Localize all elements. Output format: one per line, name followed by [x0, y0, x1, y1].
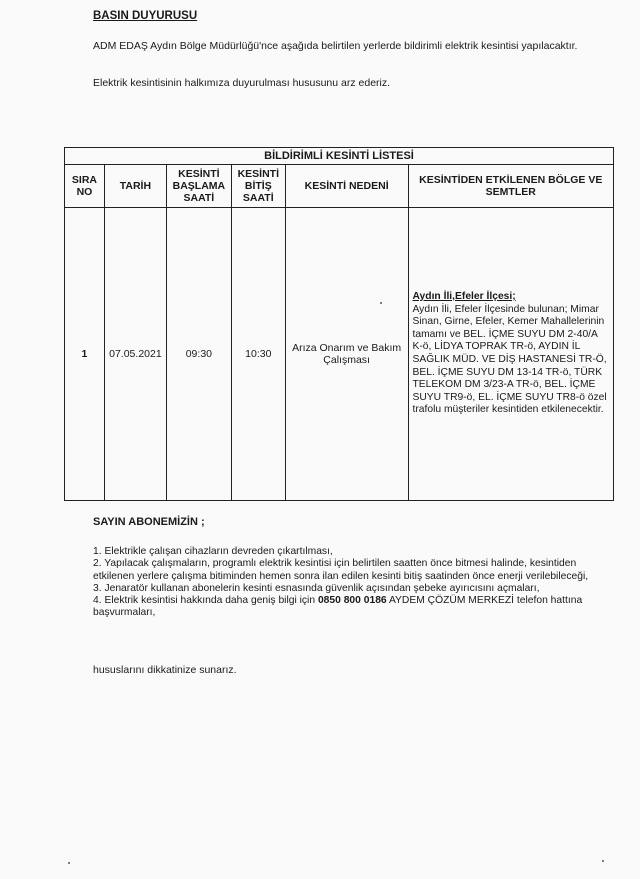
cell-kesinti-nedeni: Arıza Onarım ve Bakım Çalışması: [285, 208, 408, 501]
closing-line: hususlarını dikkatinize sunarız.: [93, 664, 237, 676]
list-item: 3. Jenaratör kullanan abonelerin kesinti esnasında güvenlik açısından şebeke ayırıcısını açmaları,: [93, 582, 540, 594]
note4-suffix: AYDEM ÇÖZÜM MERKEZİ telefon hattına başvurmaları,: [93, 595, 583, 619]
document-heading: BASIN DUYURUSU: [93, 10, 198, 22]
header-kesinti-nedeni: KESİNTİ NEDENİ: [285, 165, 408, 208]
note4-prefix: 4. Elektrik kesintisi hakkında daha geniş bilgi için: [93, 595, 318, 607]
header-baslama-saati: KESİNTİ BAŞLAMA SAATİ: [166, 165, 231, 208]
header-sira-no: SIRA NO: [65, 165, 105, 208]
support-phone-number: 0850 800 0186: [317, 595, 387, 607]
cell-tarih: 07.05.2021: [104, 208, 166, 501]
scan-speck: [602, 860, 604, 862]
subscriber-title: SAYIN ABONEMİZİN ;: [93, 516, 205, 528]
header-etkilenen-bolge: KESİNTİDEN ETKİLENEN BÖLGE VE SEMTLER: [408, 165, 614, 208]
list-item: 2. Yapılacak çalışmaların, programlı elektrik kesintisi için belirtilen saatten önce bitmesi halinde, kesintiden etkilenen yerlere çalışma bitiminden hemen sonra ilan edilen kesinti bitiş saatinden önce enerji verilebileceği,: [93, 558, 589, 582]
list-item: [93, 595, 615, 620]
cell-sira-no: 1: [65, 208, 105, 501]
outage-table: [64, 147, 614, 501]
table-row: [65, 208, 614, 501]
cell-etkilenen-bolge: [408, 208, 614, 501]
header-tarih: TARİH: [104, 165, 166, 208]
scan-speck: [380, 302, 382, 304]
header-bitis-saati: KESİNTİ BİTİŞ SAATİ: [231, 165, 285, 208]
intro-closing-paragraph: Elektrik kesintisinin halkımıza duyurulması hususunu arz ederiz.: [93, 77, 391, 89]
notes-list: [93, 546, 615, 620]
region-title: Aydın İli,Efeler İlçesi;: [412, 291, 516, 303]
intro-paragraph: ADM EDAŞ Aydın Bölge Müdürlüğü'nce aşağıda belirtilen yerlerde bildirimli elektrik kesintisi yapılacaktır.: [93, 40, 578, 52]
table-title: BİLDİRİMLİ KESİNTİ LİSTESİ: [65, 148, 614, 165]
cell-bitis-saati: 10:30: [231, 208, 285, 501]
region-text: Aydın İli, Efeler İlçesinde bulunan; Mimar Sinan, Girne, Efeler, Kemer Mahallelerinin tamamı ve BEL. İÇME SUYU DM 2-40/A K-ö, LİDYA TOPRAK TR-ö, AYDIN İL SAĞLIK MÜD. VE DİŞ HASTANESİ TR-Ö, BEL. İÇME SUYU DM 13-14 TR-ö, TÜRK TELEKOM DM 3/23-A TR-ö, BEL. İÇME SUYU TR9-ö, EL. İÇME SUYU TR8-ö özel trafolu müşteriler kesintiden etkilenecektir.: [412, 303, 607, 416]
scan-speck: [68, 862, 70, 864]
list-item: 1. Elektrikle çalışan cihazların devreden çıkartılması,: [93, 546, 333, 557]
cell-baslama-saati: 09:30: [166, 208, 231, 501]
